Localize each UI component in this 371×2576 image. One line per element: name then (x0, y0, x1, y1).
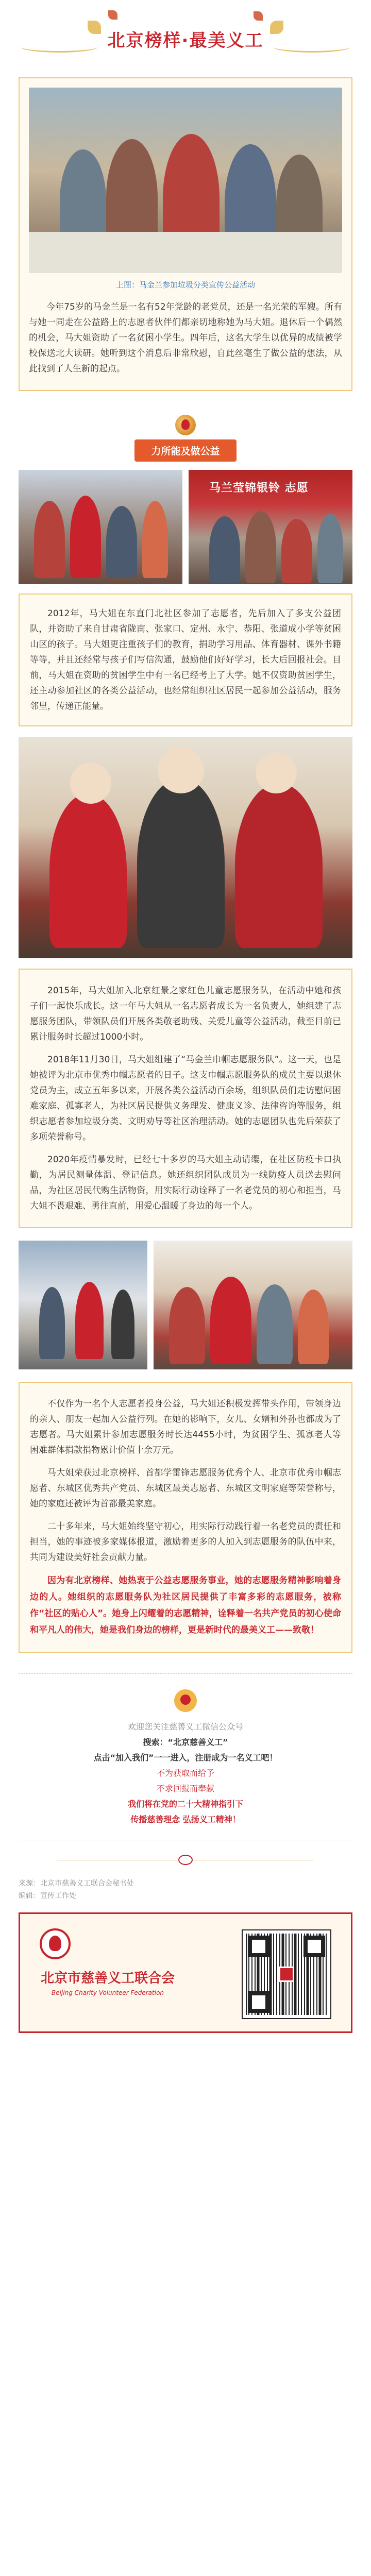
editor-line: 编辑：宣传工作处 (19, 1892, 76, 1900)
header-banner (0, 0, 371, 77)
brand-name: 北京市慈善义工联合会 (40, 1971, 175, 1986)
story-paragraph: 2012年，马大姐在东直门北社区参加了志愿者，先后加入了多支公益团队，并资助了来自甘肃省陇南、张家口、定州、永宁、恭阳、张道成小学等贫困山区的孩子。马大姐更注重孩子们的教育，捐助学习用品、体育器材、课外书籍等等，并且还经常与孩子们写信沟通，鼓励他们好好学习，长大后回报社会。目前，马大姐在资助的贫困学生中有一名已经考上了大学。她不仅资助贫困学生，还主动参加社区的各类公益活动，也经常组织社区居民一起参加公益活动，服务邻里，传递正能量。 (30, 608, 341, 711)
honor-paragraph: 二十多年来，马大姐始终坚守初心，用实际行动践行着一名老党员的责任和担当，她的事迹被多家媒体报道，激励着更多的人加入到志愿服务的队伍中来，共同为建设美好社会贡献力量。 (30, 1521, 341, 1563)
activity-photo (189, 470, 352, 584)
hero-photo (29, 88, 342, 273)
story-paragraph: 2015年，马大姐加入北京红景之家红色儿童志愿服务队，在活动中她和孩子们一起快乐成长。这一年马大姐从一名志愿者成长为一名负责人，她组建了志愿服务团队，带领队员们开展各类敬老助残、关爱儿童等公益活动，截至目前已累计服务时长超过1000小时。 (30, 986, 341, 1042)
brand-card (19, 1912, 352, 2033)
honor-card (19, 1382, 352, 1653)
honor-paragraph: 不仅作为一名个人志愿者投身公益，马大姐还积极发挥带头作用，带领身边的亲人、朋友一起加入公益行列。在她的影响下，女儿、女婿和外孙也都成为了志愿者。马大姐累计参加志愿服务时长达4455小时，为贫困学生、孤寡老人等困难群体捐款捐物累计价值十余万元。 (30, 1399, 341, 1455)
leaf-icon (270, 21, 283, 34)
intro-paragraph: 今年75岁的马金兰是一名有52年党龄的老党员，还是一名光荣的军嫂。所有与她一同走在公益路上的志愿者伙伴们都亲切地称她为马大姐。退休后一个偶然的机会，马大姐资助了一名贫困小学生。四年后，这名大学生以优异的成绩被学校保送北大读研。她听到这个消息后非常欣慰，自此丝毫生了做公益的想法，从此找到了人生新的起点。 (29, 302, 342, 374)
follow-block (19, 1673, 352, 1840)
highlight-paragraph: 因为有北京榜样、她热衷于公益志愿服务事业，她的志愿服务精神影响着身边的人。她组织的志愿服务队为社区居民提供了丰富多彩的志愿服务，被称作“社区的贴心人”。她身上闪耀着的志愿精神，诠释着一名共产党员的初心使命和平凡人的伟大，她是我们身边的榜样，更是新时代的最美义工——致敬！ (30, 1575, 341, 1635)
photo-caption: 上图：马金兰参加垃圾分类宣传公益活动 (115, 280, 255, 290)
story-paragraph: 2020年疫情暴发时，已经七十多岁的马大姐主动请缨，在社区防疫卡口执勤，为居民测量体温、登记信息。她还组织团队成员为一线防疫人员送去慰问品，为社区居民代购生活物资，用实际行动诠释了一名老党员的初心和担当，马大姐不畏艰难、勇往直前，用爱心温暖了身边的每一个人。 (30, 1155, 341, 1211)
divider (57, 1855, 314, 1865)
activity-photo (154, 1241, 352, 1369)
medal-icon (175, 415, 196, 435)
logo-icon (40, 1928, 71, 1959)
qr-code-icon[interactable] (243, 1930, 330, 2018)
activity-photo (19, 1241, 147, 1369)
section-title: 力所能及做公益 (134, 439, 236, 462)
activity-photo (19, 470, 182, 584)
activity-photo (19, 737, 352, 958)
photo-row (19, 1241, 352, 1369)
photo-row (19, 470, 352, 584)
honor-paragraph: 马大姐荣获过北京榜样、首都学雷锋志愿服务优秀个人、北京市优秀巾帼志愿者、东城区优秀共产党员、东城区最美志愿者、东城区文明家庭等荣誉称号，她的家庭还被评为首都最美家庭。 (30, 1468, 341, 1509)
source-line: 来源：北京市慈善义工联合会秘书处 (19, 1879, 134, 1888)
leaf-icon (254, 11, 263, 21)
story-paragraph: 2018年11月30日，马大姐组建了“马金兰巾帼志愿服务队”。这一天，也是她被评为北京市优秀巾帼志愿者的日子。这支巾帼志愿服务队的成员主要以退休党员为主，成立五年多以来，开展各类公益活动百余场，组织队员们走访慰问困难家庭、孤寡老人，为社区居民提供义务理发、健康义诊、法律咨询等服务，组织志愿者参加垃圾分类、文明劝导等社区治理活动。她的志愿团队也先后荣获了多项荣誉称号。 (30, 1055, 341, 1142)
source-info (19, 1877, 352, 1902)
page-title: 北京榜样·最美义工 (107, 30, 264, 51)
section-heading (119, 415, 252, 462)
follow-line: 传播慈善理念 弘扬义工精神！ (130, 1815, 241, 1824)
decor-swirl (21, 41, 98, 53)
brand-english: Beijing Charity Volunteer Federation (51, 1989, 164, 1996)
intro-card (19, 77, 352, 391)
follow-line: 我们将在党的二十大精神指引下 (127, 1799, 243, 1809)
follow-search[interactable]: 搜索：“北京慈善义工” (143, 1737, 228, 1747)
banner-text: 马兰莹锦银铃 志愿 (209, 482, 309, 495)
follow-line: 欢迎您关注慈善义工微信公众号 (127, 1722, 243, 1732)
decor-swirl (273, 41, 350, 53)
leaf-icon (88, 21, 101, 34)
follow-line: 不求回报而奉献 (156, 1784, 214, 1793)
mascot-icon (174, 1689, 197, 1712)
story-card (19, 594, 352, 726)
follow-line: 不为获取而给予 (156, 1768, 214, 1778)
story-card (19, 969, 352, 1228)
leaf-icon (108, 10, 117, 20)
knot-icon (178, 1855, 193, 1865)
follow-join[interactable]: 点击“加入我们”一一进入，注册成为一名义工吧！ (93, 1753, 278, 1762)
